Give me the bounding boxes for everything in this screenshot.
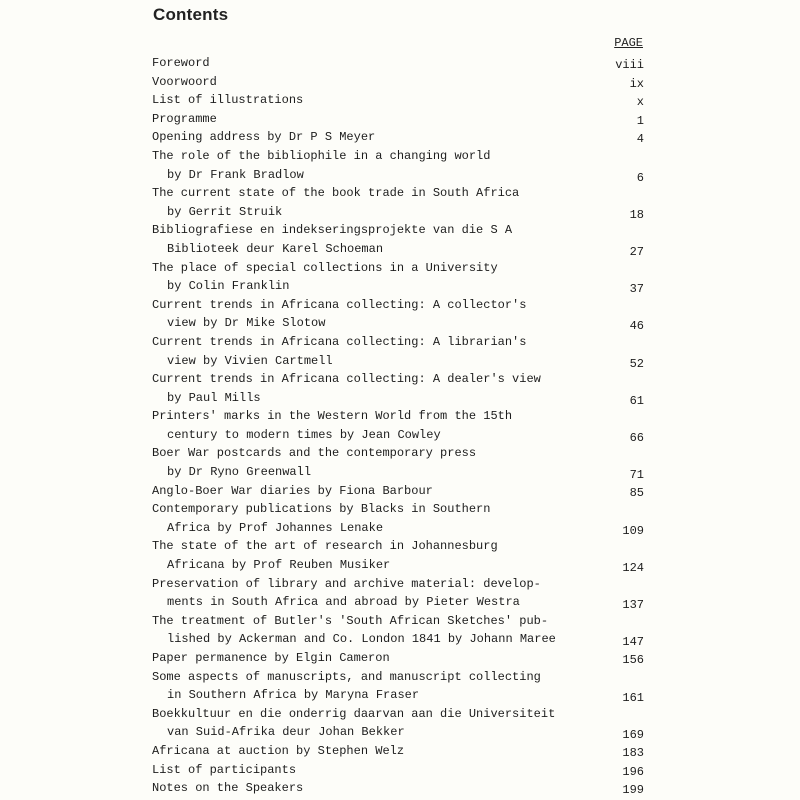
page-number: 137 bbox=[622, 598, 644, 613]
entry-title: Current trends in Africana collecting: A dealer's view bbox=[152, 372, 541, 387]
page-number: 124 bbox=[622, 561, 644, 576]
entry-title: The place of special collections in a University bbox=[152, 260, 498, 275]
page-column-header: PAGE bbox=[614, 36, 643, 50]
entry-title: Opening address by Dr P S Meyer bbox=[152, 130, 376, 145]
entry-title-continued: view by Dr Mike Slotow bbox=[167, 316, 326, 331]
entry-title: Current trends in Africana collecting: A librarian's bbox=[152, 334, 527, 349]
toc-entry bbox=[152, 333, 644, 370]
toc-entry bbox=[152, 73, 644, 92]
page-number: 199 bbox=[622, 783, 644, 798]
entry-title-continued: Africana by Prof Reuben Musiker bbox=[167, 558, 391, 573]
toc-entry bbox=[152, 259, 644, 296]
toc-entry bbox=[152, 705, 644, 742]
toc-entry bbox=[152, 147, 644, 184]
entry-title-continued: by Gerrit Struik bbox=[167, 204, 283, 219]
toc-entry bbox=[152, 649, 644, 668]
toc-entry bbox=[152, 184, 644, 221]
page-number: 196 bbox=[622, 764, 644, 779]
page-number: ix bbox=[629, 76, 644, 91]
entry-title: Notes on the Speakers bbox=[152, 781, 304, 796]
toc-entry bbox=[152, 444, 644, 481]
toc-entry bbox=[152, 500, 644, 537]
entry-title: List of participants bbox=[152, 762, 297, 777]
entry-title: Foreword bbox=[152, 56, 210, 70]
toc-entry bbox=[152, 407, 644, 444]
entry-title: Anglo-Boer War diaries by Fiona Barbour bbox=[152, 483, 433, 498]
toc-entry bbox=[152, 91, 644, 110]
entry-title: Boer War postcards and the contemporary press bbox=[152, 446, 477, 461]
toc-entry bbox=[152, 128, 644, 147]
toc-entry bbox=[152, 779, 644, 798]
entry-title: Preservation of library and archive material: develop- bbox=[152, 576, 541, 591]
entry-title: The role of the bibliophile in a changing world bbox=[152, 148, 491, 163]
entry-title: Some aspects of manuscripts, and manuscript collecting bbox=[152, 669, 541, 684]
entry-title-continued: in Southern Africa by Maryna Fraser bbox=[167, 688, 420, 703]
entry-title: Bibliografiese en indekseringsprojekte van die S A bbox=[152, 223, 513, 238]
page-number: 6 bbox=[636, 170, 644, 185]
page-number: 66 bbox=[629, 430, 644, 445]
entry-title: Voorwoord bbox=[152, 74, 217, 89]
page-number: 109 bbox=[622, 523, 644, 538]
entry-title: Paper permanence by Elgin Cameron bbox=[152, 651, 390, 665]
entry-title: Contemporary publications by Blacks in Southern bbox=[152, 502, 491, 517]
entry-title-continued: by Dr Ryno Greenwall bbox=[167, 465, 312, 480]
entry-title: The state of the art of research in Johannesburg bbox=[152, 539, 498, 554]
entry-title-continued: by Paul Mills bbox=[167, 390, 261, 405]
entry-title-continued: Biblioteek deur Karel Schoeman bbox=[167, 241, 384, 256]
page-number: 4 bbox=[636, 132, 644, 147]
entry-title: Programme bbox=[152, 111, 217, 126]
entry-title: The treatment of Butler's 'South African Sketches' pub- bbox=[152, 613, 549, 628]
entry-title-continued: century to modern times by Jean Cowley bbox=[167, 427, 441, 442]
page-number: 18 bbox=[629, 207, 644, 222]
entry-title-continued: view by Vivien Cartmell bbox=[167, 353, 333, 368]
toc-entry bbox=[152, 296, 644, 333]
page-title: Contents bbox=[153, 5, 229, 24]
page-number: 85 bbox=[629, 485, 644, 500]
page-number: x bbox=[636, 95, 644, 110]
toc-entry bbox=[152, 612, 644, 649]
page-number: 156 bbox=[622, 653, 644, 667]
toc-entry bbox=[152, 761, 644, 780]
entry-title: List of illustrations bbox=[152, 93, 304, 108]
toc-entry bbox=[152, 575, 644, 612]
page-number: 183 bbox=[622, 745, 644, 760]
contents-list bbox=[152, 54, 644, 798]
entry-title-continued: van Suid-Afrika deur Johan Bekker bbox=[167, 725, 405, 740]
toc-entry bbox=[152, 110, 644, 129]
toc-entry bbox=[152, 221, 644, 258]
toc-entry bbox=[152, 742, 644, 761]
entry-title-continued: ments in South Africa and abroad by Pieter Westra bbox=[167, 595, 520, 610]
entry-title: Africana at auction by Stephen Welz bbox=[152, 743, 405, 758]
entry-title-continued: Africa by Prof Johannes Lenake bbox=[167, 520, 384, 535]
page-number: 161 bbox=[622, 691, 644, 706]
page-number: 61 bbox=[629, 393, 644, 408]
toc-entry bbox=[152, 54, 644, 73]
entry-title-continued: by Dr Frank Bradlow bbox=[167, 167, 304, 182]
entry-title: The current state of the book trade in South Africa bbox=[152, 186, 520, 201]
page-number: 27 bbox=[629, 244, 644, 259]
page-number: viii bbox=[615, 58, 644, 72]
entry-title: Printers' marks in the Western World from the 15th bbox=[152, 409, 513, 424]
entry-title: Boekkultuur en die onderrig daarvan aan die Universiteit bbox=[152, 706, 556, 721]
entry-title: Current trends in Africana collecting: A collector's bbox=[152, 297, 527, 312]
page-number: 52 bbox=[629, 356, 644, 371]
toc-entry bbox=[152, 370, 644, 407]
entry-title-continued: by Colin Franklin bbox=[167, 279, 290, 294]
page-number: 46 bbox=[629, 319, 644, 334]
page-number: 71 bbox=[629, 468, 644, 483]
page-number: 147 bbox=[622, 635, 644, 650]
toc-entry bbox=[152, 537, 644, 574]
page-number: 169 bbox=[622, 728, 644, 743]
page-number: 1 bbox=[636, 113, 644, 128]
page-number: 37 bbox=[629, 282, 644, 297]
entry-title-continued: lished by Ackerman and Co. London 1841 by Johann Maree bbox=[167, 632, 556, 647]
toc-entry bbox=[152, 482, 644, 501]
toc-entry bbox=[152, 668, 644, 705]
